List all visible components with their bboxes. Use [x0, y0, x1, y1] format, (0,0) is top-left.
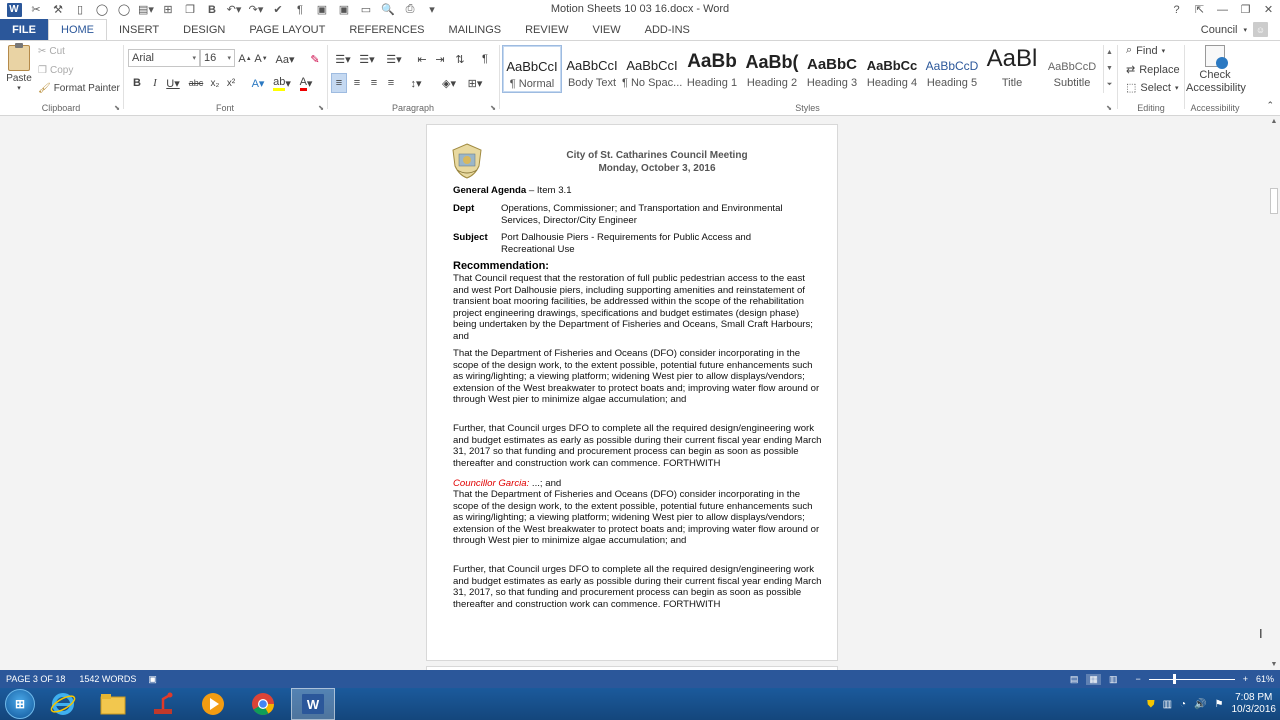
brush-icon: 🖌 [38, 83, 51, 94]
zoom-level[interactable]: 61% [1255, 674, 1274, 684]
font-group [124, 41, 326, 115]
tools-icon[interactable]: ⚒ [53, 4, 63, 16]
grow-font-icon[interactable]: A ▲ [238, 53, 252, 65]
text-effects-icon[interactable]: A▾ [251, 77, 265, 90]
change-case-icon[interactable]: Aa▾ [275, 53, 295, 66]
tab-home[interactable]: HOME [48, 19, 107, 40]
tab-add-ins[interactable]: ADD-INS [644, 23, 690, 36]
style-name: Body Text [567, 77, 617, 89]
replace-button[interactable] [1126, 63, 1180, 76]
style-name: Subtitle [1053, 77, 1091, 89]
numbering-icon[interactable]: ☰▾ [359, 53, 375, 66]
page-count[interactable]: PAGE 3 OF 18 [6, 674, 66, 684]
clock-date: 10/3/2016 [1231, 704, 1276, 715]
circle-icon[interactable]: ◯ [95, 4, 109, 16]
paragraph-4: That the Department of Fisheries and Oceans (DFO) consider incorporating in the scope of the design work, to the extent possible, potential future enhancements such as wiring/lighting; a viewing platform; widening West pier to allow displays/vendors; extension of the West breakwater to protect boats and; improving water flow around or through West pier to minimize algae accumulation; and [453, 489, 820, 547]
cut-icon[interactable]: ✂ [31, 4, 41, 16]
style-name: Heading 5 [926, 77, 978, 89]
find-button[interactable] [1126, 44, 1165, 57]
word-taskbar-icon[interactable]: W [291, 688, 335, 720]
paragraph-group-label: Paragraph [391, 103, 435, 113]
scissors-icon: ✂ [38, 46, 47, 57]
style-name: Heading 3 [806, 77, 858, 89]
style-sample: AaBbCc [866, 58, 918, 73]
councillor-rest: ...; and [529, 478, 562, 489]
style-name: Heading 1 [686, 77, 738, 89]
shading-icon[interactable]: ◈▾ [442, 77, 456, 90]
user-dropdown-icon: ▾ [1243, 26, 1247, 34]
cut-label: Cut [49, 46, 65, 57]
pilcrow-icon[interactable]: ¶ [297, 3, 303, 16]
agenda-bold: General Agenda [453, 185, 527, 196]
justify-icon[interactable]: ≡ [387, 77, 395, 89]
table-icon[interactable]: ▤▾ [138, 4, 154, 16]
close-icon[interactable]: ✕ [1263, 4, 1274, 16]
paragraph-launcher-icon[interactable]: ⬊ [490, 105, 496, 112]
highlight-icon[interactable]: ab ▾ [273, 75, 291, 90]
chevron-down-icon: ▾ [1174, 84, 1179, 92]
network-icon[interactable]: ▥ [1162, 698, 1173, 710]
copy-button[interactable] [38, 65, 73, 76]
italic-icon[interactable]: I [153, 77, 157, 89]
councillor-name: Councillor Garcia: [453, 478, 530, 489]
tab-page-layout[interactable]: PAGE LAYOUT [249, 23, 326, 36]
internet-explorer-icon[interactable] [41, 688, 85, 720]
remote-control-icon[interactable] [141, 688, 185, 720]
show-formatting-icon[interactable]: ¶ [482, 53, 488, 65]
format-painter-label: Format Painter [53, 83, 120, 94]
multilevel-list-icon[interactable]: ☰▾ [386, 53, 402, 66]
tab-design[interactable]: DESIGN [183, 23, 226, 36]
save-as-icon[interactable]: ▣ [338, 4, 350, 16]
chevron-down-icon: ▾ [192, 55, 196, 62]
shield-icon[interactable]: ⛊ [1147, 698, 1155, 710]
recommendation-heading: Recommendation: [453, 260, 549, 272]
zoom-slider-knob[interactable] [1173, 674, 1176, 684]
scroll-down-icon[interactable]: ▼ [1270, 661, 1278, 668]
tab-references[interactable]: REFERENCES [349, 23, 425, 36]
increase-indent-icon[interactable]: ⇥ [435, 53, 445, 66]
underline-icon[interactable]: U▾ [166, 77, 180, 90]
document-area[interactable] [0, 116, 1268, 670]
bold-icon[interactable]: B [208, 3, 216, 16]
tab-insert[interactable]: INSERT [119, 23, 160, 36]
print-icon[interactable]: ⎙ [405, 3, 415, 15]
text-cursor-icon: I [1259, 626, 1263, 641]
strikethrough-icon[interactable]: abc [188, 78, 204, 88]
format-painter-button[interactable] [38, 83, 120, 94]
collapse-ribbon-icon[interactable]: ⌃ [1266, 100, 1274, 110]
clipboard-group [0, 41, 122, 115]
paste-dropdown-icon: ▾ [17, 85, 21, 92]
select-button[interactable] [1126, 81, 1179, 94]
clipboard-launcher-icon[interactable]: ⬊ [114, 105, 120, 112]
align-right-icon[interactable]: ≡ [370, 77, 378, 89]
font-color-icon[interactable]: A ▾ [299, 75, 313, 90]
zoom-in-icon[interactable]: + [1242, 674, 1248, 684]
quick-access-toolbar [0, 0, 443, 19]
customize-qat-icon[interactable]: ▾ [429, 4, 435, 16]
line-spacing-icon[interactable]: ↕▾ [410, 77, 422, 90]
undo-icon[interactable]: ↶▾ [226, 4, 242, 16]
binoculars-icon: ⌕ [1126, 44, 1133, 56]
align-left-icon[interactable]: ≡ [331, 73, 347, 93]
style-name: Title [1001, 77, 1023, 89]
restore-icon[interactable]: ❐ [1240, 4, 1251, 16]
font-size-value: 16 [204, 52, 217, 64]
scroll-thumb[interactable] [1270, 188, 1278, 214]
tab-view[interactable]: VIEW [592, 23, 621, 36]
save-icon[interactable]: ▣ [316, 4, 328, 16]
chevron-up-icon[interactable]: ▲ [1106, 49, 1113, 57]
user-name: Council [1200, 23, 1238, 36]
shrink-font-icon[interactable]: A ▼ [254, 53, 268, 65]
style-sample: AaBbCcI [506, 59, 558, 74]
ribbon-display-options-icon[interactable]: ⇱ [1194, 4, 1205, 16]
font-name-combo[interactable] [128, 49, 200, 67]
style-sample: AaBb [687, 51, 737, 72]
start-button[interactable]: ⊞ [5, 689, 35, 719]
copy-icon[interactable]: ❐ [185, 4, 195, 16]
proofing-icon[interactable]: ▣ [148, 673, 157, 684]
subject-value: Port Dalhousie Piers - Requirements for Public Access and Recreational Use [501, 232, 752, 255]
tab-review[interactable]: REVIEW [525, 23, 569, 36]
paragraph-5: Further, that Council urges DFO to complete all the required design/engineering work and budget estimates as early as possible during their current fiscal year ending March 31, 2017, so that funding and procurement process can begin as soon as possible thereafter and construction work can commence. FORTHWITH [453, 564, 822, 610]
bullets-icon[interactable]: ☰▾ [335, 53, 351, 66]
clock-time: 7:08 PM [1235, 692, 1273, 703]
volume-icon[interactable]: 🔊 [1194, 698, 1207, 710]
select-label: Select [1140, 81, 1171, 94]
styles-group-label: Styles [795, 103, 820, 113]
print-layout-icon[interactable]: ▦ [1086, 674, 1101, 685]
style-sample: AaBbCcI [566, 58, 618, 73]
ribbon [0, 40, 1280, 116]
system-tray [1147, 688, 1276, 720]
scroll-up-icon[interactable]: ▲ [1270, 118, 1278, 125]
check-icon[interactable]: ✔ [273, 4, 283, 16]
borders-icon[interactable]: ⊞▾ [467, 77, 483, 90]
minimize-icon[interactable]: — [1217, 3, 1228, 16]
chrome-icon[interactable] [241, 688, 285, 720]
style-sample: AaBb( [745, 52, 799, 72]
councillor-line [453, 478, 823, 490]
copy-icon: ❐ [38, 65, 47, 76]
paragraph-2: That the Department of Fisheries and Oceans (DFO) consider incorporating in the scope of the design work, to the extent possible, potential future enhancements such as wiring/lighting; a viewing platform; widening West pier to allow displays/vendors; extension of the West breakwater to protect boats and; improving water flow around or through West pier to minimize algae accumulation; and [453, 348, 820, 406]
print-preview-icon[interactable]: 🔍 [381, 4, 395, 16]
read-mode-icon[interactable]: ▤ [1069, 673, 1079, 684]
paragraph-group [328, 41, 498, 115]
check-accessibility-label: Check Accessibility [1186, 69, 1246, 94]
superscript-icon[interactable]: x² [226, 77, 236, 89]
align-center-icon[interactable]: ≡ [353, 77, 361, 89]
accessibility-group [1185, 41, 1245, 115]
sort-icon[interactable]: ⇅ [455, 53, 465, 66]
clipboard-group-label: Clipboard [41, 103, 81, 113]
redo-icon[interactable]: ↷▾ [248, 4, 264, 16]
font-group-label: Font [215, 103, 234, 113]
chevron-down-icon: ▾ [1161, 47, 1166, 55]
status-bar [0, 670, 1280, 688]
cut-button[interactable] [38, 46, 65, 57]
zoom-out-icon[interactable]: − [1135, 674, 1141, 684]
document-icon[interactable]: ▭ [360, 4, 372, 16]
chevron-down-icon[interactable]: ▼ [1106, 64, 1113, 72]
paragraph-1: That Council request that the restoration of full public pedestrian access to the east and west Port Dalhousie piers, including supporting amenities and reinstatement of transient boat mooring facilities, be addressed within the scope of the rehabilitation project engineering drawings, specifications and budget estimates (design phase) being undertaken by the Department of Fisheries and Oceans, Small Craft Harbours; and [453, 273, 813, 342]
vertical-scrollbar[interactable] [1268, 116, 1280, 670]
accessibility-group-label: Accessibility [1190, 103, 1240, 113]
style-name: ¶ No Spac... [622, 77, 683, 89]
tab-mailings[interactable]: MAILINGS [448, 23, 502, 36]
word-logo-icon[interactable]: W [3, 0, 25, 19]
more-styles-icon[interactable]: ⏷ [1106, 80, 1113, 88]
font-size-combo[interactable] [200, 49, 235, 67]
decrease-indent-icon[interactable]: ⇤ [417, 53, 427, 66]
style-sample: AaBbCcI [626, 58, 678, 73]
avatar: ☺ [1253, 22, 1268, 37]
dept-value: Operations, Commissioner; and Transportation and Environmental Services, Director/City Engineer [501, 203, 783, 226]
wifi-icon[interactable]: ◔ [1180, 698, 1187, 710]
paste-button[interactable] [4, 45, 34, 92]
replace-icon: ⇄ [1126, 64, 1136, 76]
tab-file[interactable]: FILE [0, 19, 48, 40]
clock[interactable] [1232, 692, 1277, 716]
city-crest-icon [449, 142, 485, 180]
document-page[interactable] [426, 124, 838, 661]
font-name-value: Arial [132, 52, 155, 64]
style-sample: AaBbCcD [1047, 61, 1097, 73]
taskbar [0, 688, 1280, 720]
font-launcher-icon[interactable]: ⬊ [318, 105, 324, 112]
ribbon-tabs [0, 19, 1280, 40]
file-explorer-icon[interactable] [91, 688, 135, 720]
meeting-title: City of St. Catharines Council Meeting [566, 150, 748, 161]
styles-launcher-icon[interactable]: ⬊ [1106, 105, 1112, 112]
zoom-slider[interactable] [1149, 679, 1235, 680]
agenda-line [453, 185, 823, 197]
cursor-icon: ⬚ [1126, 82, 1137, 94]
media-player-icon[interactable] [191, 688, 235, 720]
title-bar [0, 0, 1280, 19]
paste-label: Paste [6, 73, 32, 84]
clear-formatting-icon[interactable]: ✎ [310, 53, 320, 66]
style-name: ¶ Normal [509, 78, 555, 90]
copy-label: Copy [49, 65, 74, 76]
dept-label: Dept [453, 203, 475, 214]
web-layout-icon[interactable]: ▥ [1108, 673, 1118, 684]
editing-group-label: Editing [1137, 103, 1165, 113]
style-name: Heading 2 [746, 77, 798, 89]
window-title: Motion Sheets 10 03 16.docx - Word [550, 3, 730, 15]
style-name: Heading 4 [866, 77, 918, 89]
chevron-down-icon: ▾ [227, 55, 231, 62]
styles-group [501, 41, 1114, 115]
paragraph-3: Further, that Council urges DFO to complete all the required design/engineering work and budget estimates as early as possible during their current fiscal year ending March 31, 2017 so that funding and procurement process can begin as soon as possible thereafter and construction work can commence. FORTHWITH [453, 423, 822, 469]
style-sample: AaBbC [806, 56, 857, 73]
clipboard-icon [8, 45, 30, 71]
style-sample: AaBbCcD [925, 59, 979, 73]
subscript-icon[interactable]: x₂ [210, 77, 220, 89]
word-count[interactable]: 1542 WORDS [79, 674, 137, 684]
help-button[interactable]: ? [1173, 3, 1180, 16]
user-account[interactable] [1201, 19, 1268, 40]
new-document-icon[interactable]: ▯ [76, 4, 84, 16]
recommendation-text: Recommendation [453, 260, 546, 272]
find-label: Find [1136, 44, 1158, 57]
subject-label: Subject [453, 232, 488, 243]
circle2-icon[interactable]: ◯ [117, 4, 131, 16]
flag-icon[interactable]: ⚑ [1214, 698, 1224, 710]
style-sample: AaBl [986, 45, 1038, 72]
binoculars-icon[interactable]: ⊞ [163, 4, 173, 16]
replace-label: Replace [1139, 63, 1180, 76]
bold-icon[interactable]: B [133, 77, 141, 89]
meeting-date: Monday, October 3, 2016 [598, 163, 716, 174]
agenda-item: – Item 3.1 [526, 185, 572, 196]
